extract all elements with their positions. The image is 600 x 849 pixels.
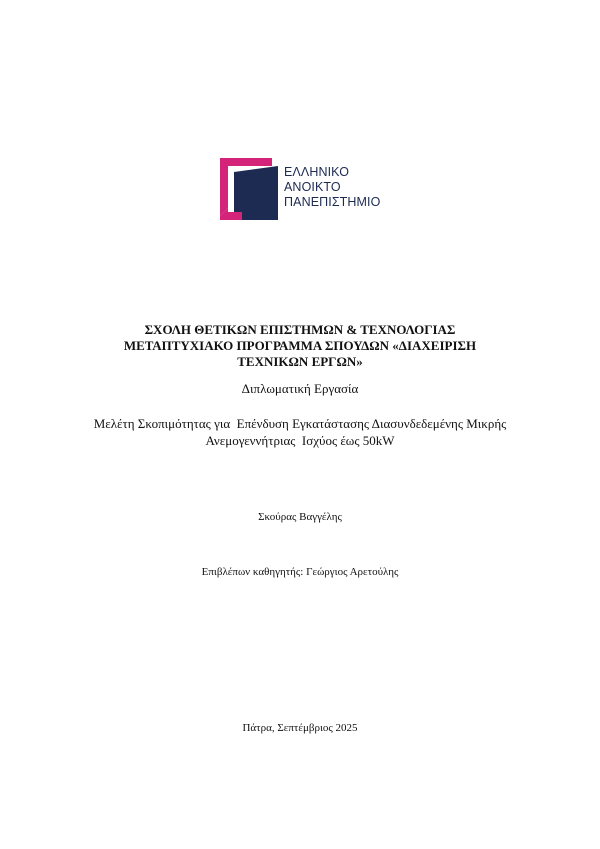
place-date: Πάτρα, Σεπτέμβριος 2025 (242, 722, 358, 734)
heading-line-1: ΣΧΟΛΗ ΘΕΤΙΚΩΝ ΕΠΙΣΤΗΜΩΝ & ΤΕΧΝΟΛΟΓΙΑΣ (144, 322, 456, 337)
heading-line-3: ΤΕΧΝΙΚΩΝ ΕΡΓΩΝ» (237, 354, 363, 369)
school-heading (60, 322, 540, 370)
university-logo (220, 158, 395, 220)
logo-wordmark (284, 165, 380, 210)
author-name: Σκούρας Βαγγέλης (258, 511, 342, 523)
logo-line-3: ΠΑΝΕΠΙΣΤΗΜΙΟ (284, 195, 381, 209)
title-line-1: Μελέτη Σκοπιμότητας για Επένδυση Εγκατάστασης Διασυνδεδεμένης Μικρής (93, 416, 507, 431)
thesis-label: Διπλωματική Εργασία (241, 381, 359, 396)
supervisor-line: Επιβλέπων καθηγητής: Γεώργιος Αρετούλης (201, 566, 399, 578)
thesis-title (40, 415, 560, 449)
title-line-2: Ανεμογεννήτριας Ισχύος έως 50kW (205, 433, 395, 448)
logo-line-1: ΕΛΛΗΝΙΚΟ (284, 165, 350, 179)
heading-line-2: ΜΕΤΑΠΤΥΧΙΑΚΟ ΠΡΟΓΡΑΜΜΑ ΣΠΟΥΔΩΝ «ΔΙΑΧΕΙΡΙΣΗ (123, 338, 477, 353)
logo-line-2: ΑΝΟΙΚΤΟ (284, 180, 341, 194)
logo-emblem-icon (220, 158, 280, 220)
